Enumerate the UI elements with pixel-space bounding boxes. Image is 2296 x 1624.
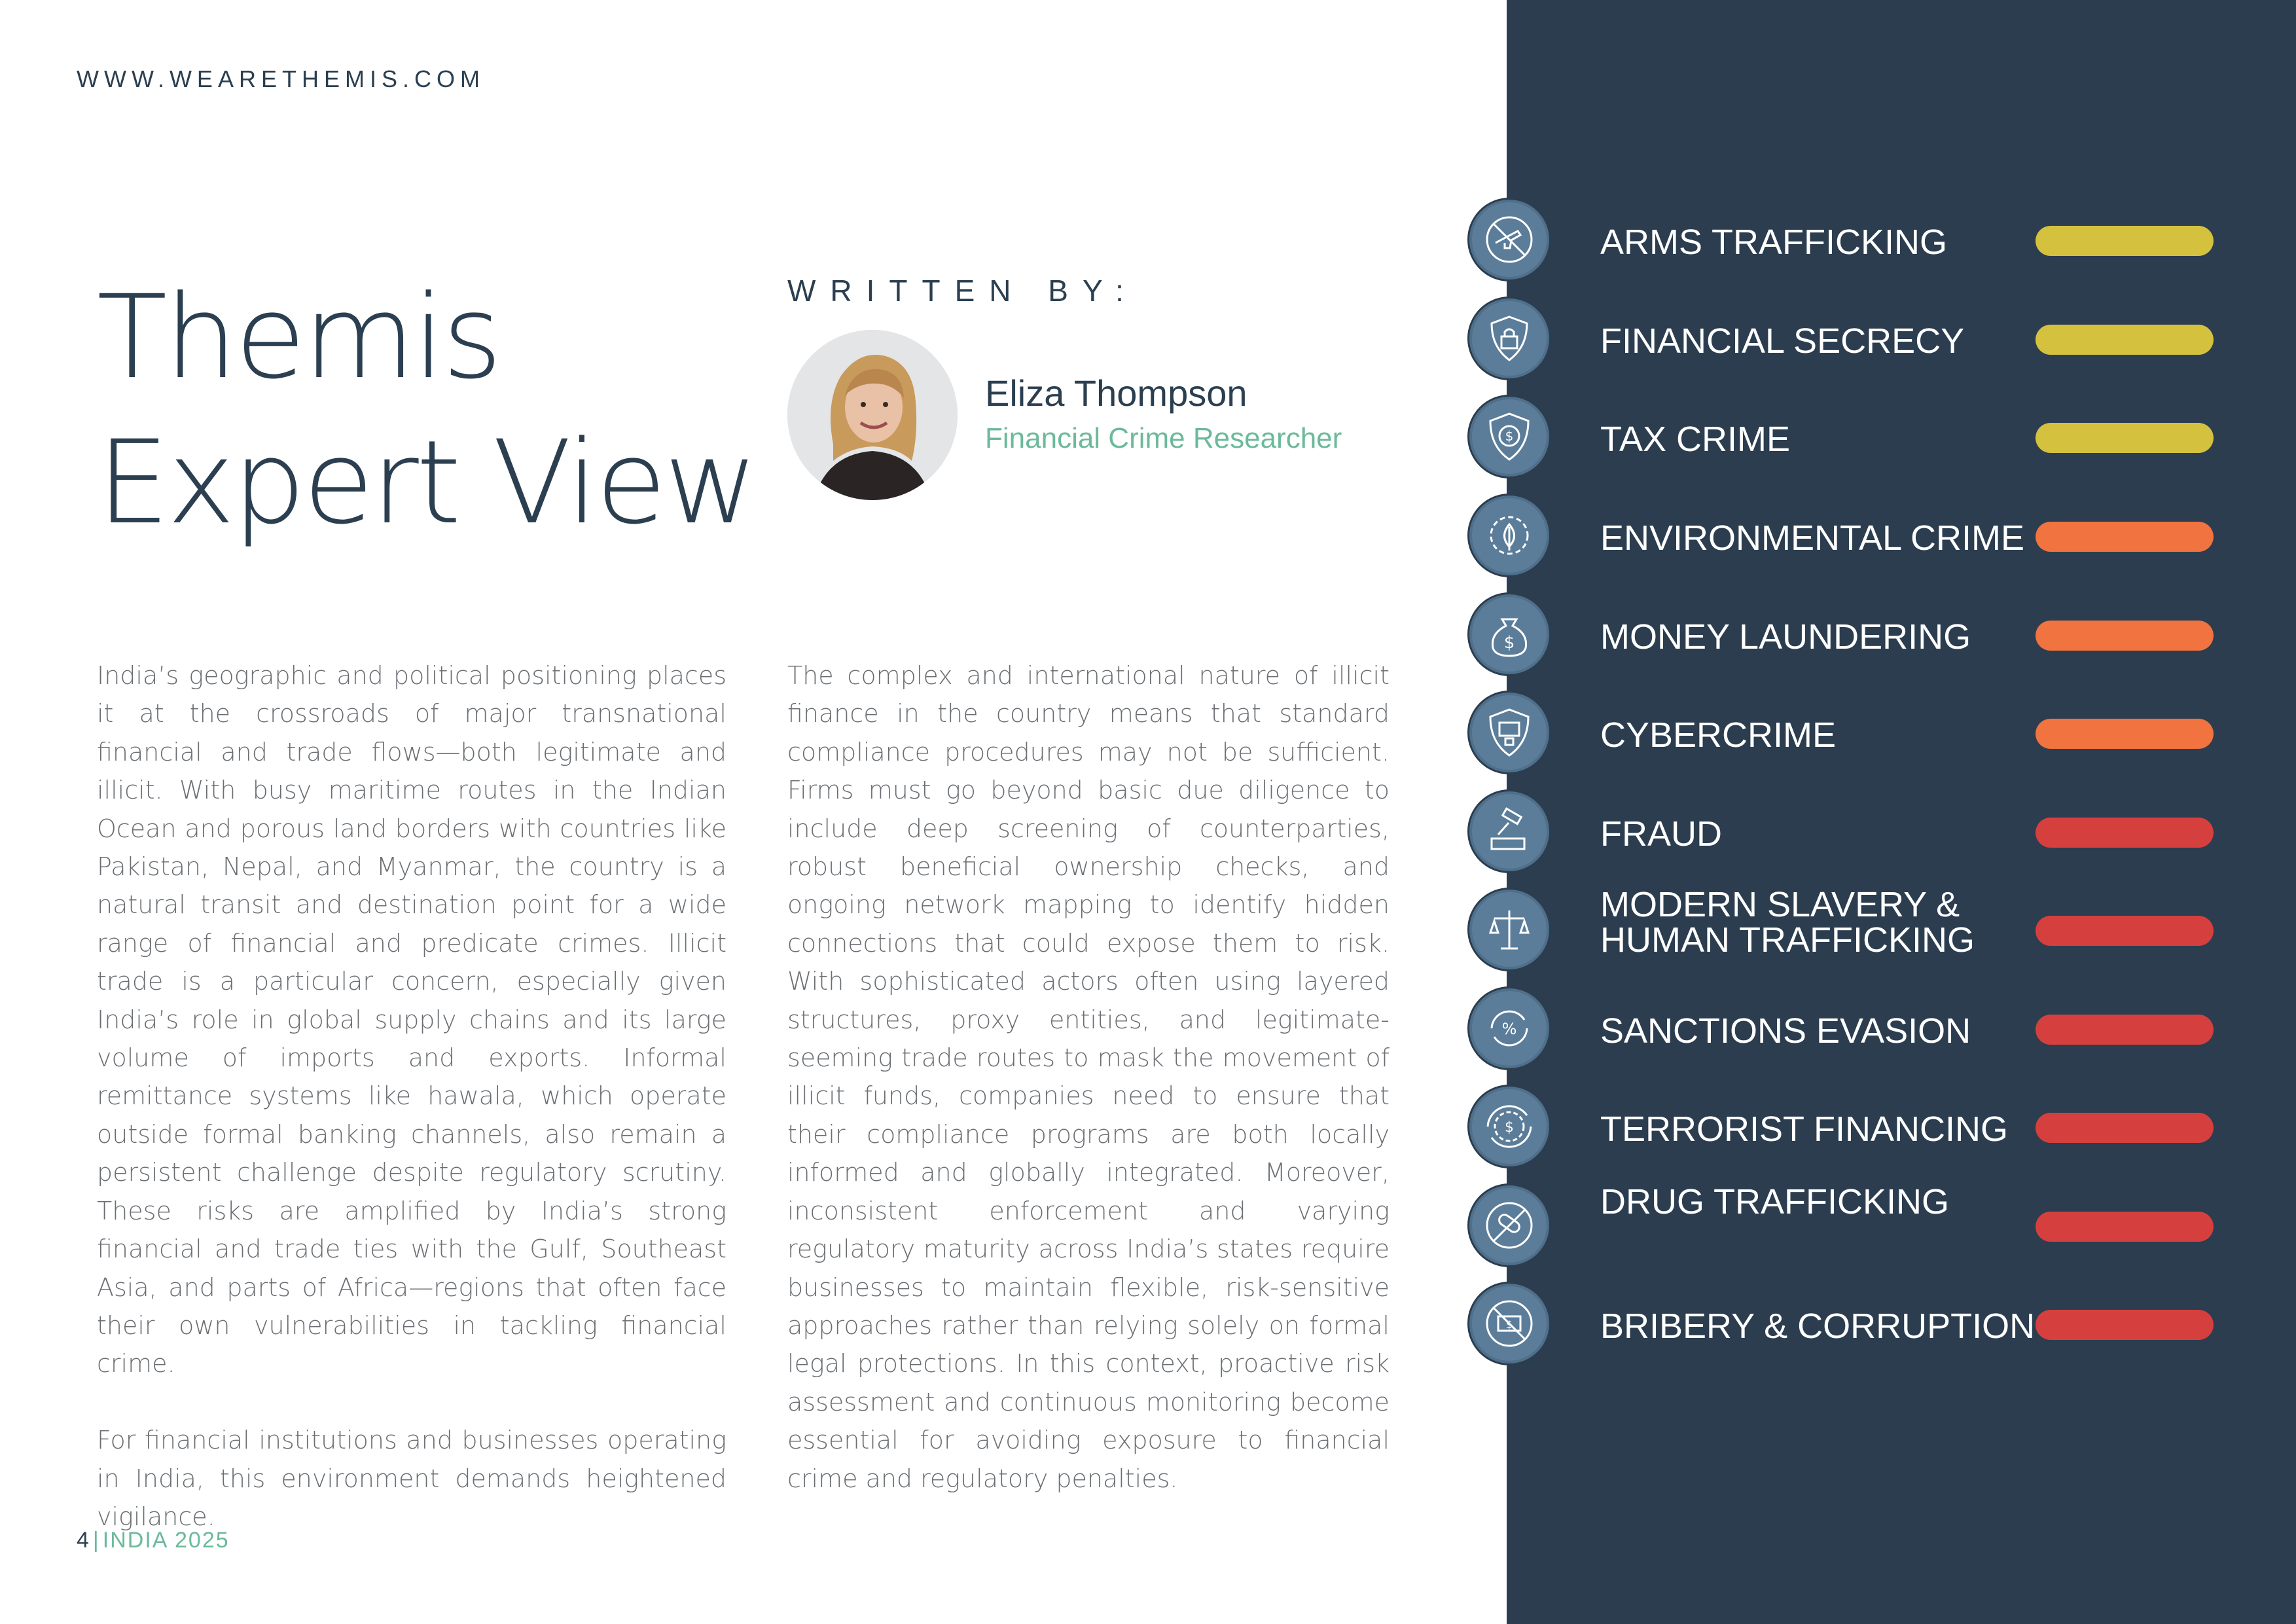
report-name: INDIA 2025 <box>102 1528 230 1553</box>
risk-label: BRIBERY & CORRUPTION <box>1600 1307 2036 1346</box>
risk-row <box>0 693 2296 791</box>
risk-level-bar <box>2036 916 2214 946</box>
risk-row <box>0 200 2296 298</box>
risk-row <box>0 1182 2296 1284</box>
svg-text:$: $ <box>1503 633 1515 653</box>
risk-label: CYBERCRIME <box>1600 715 1837 755</box>
author-role: Financial Crime Researcher <box>985 422 1342 454</box>
gear-leaf-icon <box>1469 496 1549 575</box>
risk-label: ENVIRONMENTAL CRIME <box>1600 518 2025 558</box>
gavel-cash-icon <box>1469 791 1549 871</box>
title-line-1: Themis <box>97 270 500 405</box>
risk-level-bar <box>2036 423 2214 453</box>
dollar-gear-cycle-icon <box>1469 1087 1549 1166</box>
svg-text:%: % <box>1501 1020 1517 1038</box>
paragraph: The complex and international nature of illicit finance in the country means that standard compliance procedures may not be sufficient. Firms must go beyond basic due diligence to include deep screening of counterparties, robust beneficial ownership checks, and ongoing network mapping to identify hidden connections that could expose them to risk. With sophisticated actors often using layered structures, proxy entities, and legitimate-seeming trade routes to mask the movement of illicit funds, companies need to ensure that their compliance programs are both locally informed and globally integrated. Moreover, inconsistent enforcement and varying regulatory maturity across India’s states require businesses to maintain flexible, risk-sensitive approaches rather than relying solely on formal legal protections. In this context, proactive risk assessment and continuous monitoring become essential for avoiding exposure to financial crime and regulatory penalties. <box>787 661 1390 1493</box>
page-footer <box>77 1528 230 1553</box>
no-drugs-icon <box>1469 1185 1549 1265</box>
risk-label: TERRORIST FINANCING <box>1600 1110 2009 1149</box>
paragraph: For financial institutions and businesses operating in India, this environment demands heightened vigilance. <box>97 1426 726 1531</box>
risk-label: MODERN SLAVERY & HUMAN TRAFFICKING <box>1600 885 1975 960</box>
risk-row <box>0 1087 2296 1185</box>
svg-text:$: $ <box>1505 1119 1514 1136</box>
risk-level-bar <box>2036 226 2214 256</box>
no-bribery-icon <box>1469 1284 1549 1363</box>
risk-row <box>0 791 2296 890</box>
risk-level-bar <box>2036 325 2214 355</box>
risk-label: FINANCIAL SECRECY <box>1600 321 1965 361</box>
computer-shield-icon <box>1469 693 1549 772</box>
risk-row <box>0 885 2296 988</box>
risk-row <box>0 1284 2296 1382</box>
risk-level-bar <box>2036 621 2214 651</box>
risk-level-bar <box>2036 1310 2214 1340</box>
svg-text:$: $ <box>1505 1318 1513 1331</box>
risk-label: FRAUD <box>1600 814 1722 854</box>
dollar-shield-icon <box>1469 397 1549 477</box>
page-number: 4 <box>77 1528 90 1553</box>
risk-row <box>0 988 2296 1087</box>
chained-hands-scales-icon <box>1469 890 1549 969</box>
money-bag-icon <box>1469 594 1549 674</box>
risk-level-bar <box>2036 1212 2214 1242</box>
risk-row <box>0 496 2296 594</box>
risk-level-bar <box>2036 1113 2214 1143</box>
risk-label: MONEY LAUNDERING <box>1600 617 1971 657</box>
risk-row <box>0 298 2296 397</box>
risk-level-bar <box>2036 719 2214 749</box>
lock-shield-icon <box>1469 298 1549 378</box>
no-weapons-icon <box>1469 200 1549 280</box>
paragraph: India’s geographic and political positioning places it at the crossroads of major transnational financial and trade flows—both legitimate and illicit. With busy maritime routes in the Indian Ocean and porous land borders with countries like Pakistan, Nepal, and Myanmar, the country is a natural transit and destination point for a wide range of financial and predicate crimes. Illicit trade is a particular concern, especially given India’s role in global supply chains and its large volume of imports and exports. Informal remittance systems like hawala, which operate outside formal banking channels, also remain a persistent challenge despite regulatory scrutiny. These risks are amplified by India’s strong financial and trade ties with the Gulf, Southeast Asia, and parts of Africa—regions that often face their own vulnerabilities in tackling financial crime. <box>97 661 726 1379</box>
title-line-2: Expert View <box>97 416 756 550</box>
risk-level-bar <box>2036 522 2214 552</box>
svg-text:$: $ <box>1505 428 1514 444</box>
risk-label: TAX CRIME <box>1600 420 1791 459</box>
risk-label: SANCTIONS EVASION <box>1600 1011 1971 1051</box>
risk-label: DRUG TRAFFICKING <box>1600 1182 1950 1221</box>
risk-label: ARMS TRAFFICKING <box>1600 223 1948 262</box>
written-by-label: WRITTEN BY: <box>787 274 1138 308</box>
footer-separator: | <box>92 1528 100 1553</box>
risk-row <box>0 594 2296 693</box>
author-name: Eliza Thompson <box>985 372 1247 414</box>
risk-level-bar <box>2036 1015 2214 1045</box>
restricted-exchange-icon <box>1469 988 1549 1068</box>
website-url: WWW.WEARETHEMIS.COM <box>77 65 485 92</box>
risk-level-bar <box>2036 818 2214 848</box>
risk-row <box>0 397 2296 495</box>
